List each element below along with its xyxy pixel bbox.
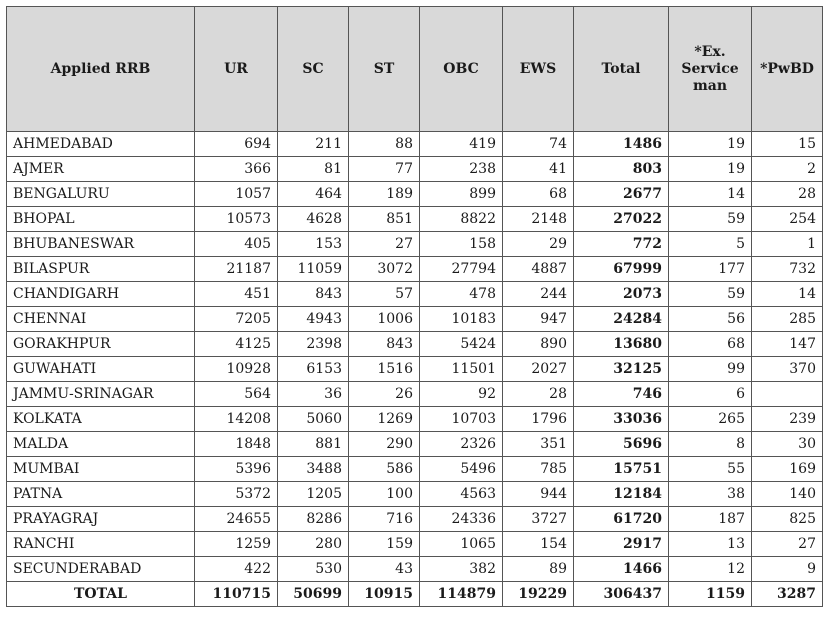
value-cell: 890 — [503, 332, 574, 357]
value-cell: 6 — [669, 382, 752, 407]
value-cell: 27794 — [420, 257, 503, 282]
value-cell: 947 — [503, 307, 574, 332]
value-cell: 14 — [669, 182, 752, 207]
value-cell: 451 — [195, 282, 278, 307]
value-cell: 2398 — [278, 332, 349, 357]
value-cell: 1269 — [349, 407, 420, 432]
column-header: Applied RRB — [7, 7, 195, 132]
value-cell: 746 — [574, 382, 669, 407]
column-header: *PwBD — [752, 7, 823, 132]
value-cell: 586 — [349, 457, 420, 482]
value-cell: 36 — [278, 382, 349, 407]
value-cell: 1796 — [503, 407, 574, 432]
value-cell: 843 — [349, 332, 420, 357]
value-cell: 3488 — [278, 457, 349, 482]
value-cell: 10573 — [195, 207, 278, 232]
value-cell: 59 — [669, 207, 752, 232]
value-cell: 2326 — [420, 432, 503, 457]
value-cell: 4628 — [278, 207, 349, 232]
rrb-name-cell: JAMMU-SRINAGAR — [7, 382, 195, 407]
value-cell: 2677 — [574, 182, 669, 207]
value-cell: 5060 — [278, 407, 349, 432]
value-cell: 13 — [669, 532, 752, 557]
value-cell: 68 — [503, 182, 574, 207]
value-cell: 285 — [752, 307, 823, 332]
table-row — [7, 257, 823, 282]
total-value-cell: 19229 — [503, 582, 574, 607]
value-cell: 825 — [752, 507, 823, 532]
table-row — [7, 432, 823, 457]
value-cell: 187 — [669, 507, 752, 532]
table-row — [7, 507, 823, 532]
total-value-cell: 306437 — [574, 582, 669, 607]
value-cell: 32125 — [574, 357, 669, 382]
table-row — [7, 207, 823, 232]
table-row — [7, 407, 823, 432]
table-row — [7, 382, 823, 407]
total-value-cell: 1159 — [669, 582, 752, 607]
table-row — [7, 532, 823, 557]
value-cell: 464 — [278, 182, 349, 207]
column-header: Total — [574, 7, 669, 132]
rrb-name-cell: BHOPAL — [7, 207, 195, 232]
rrb-name-cell: PRAYAGRAJ — [7, 507, 195, 532]
value-cell: 422 — [195, 557, 278, 582]
total-value-cell: 110715 — [195, 582, 278, 607]
value-cell: 2917 — [574, 532, 669, 557]
value-cell: 74 — [503, 132, 574, 157]
value-cell: 4887 — [503, 257, 574, 282]
value-cell: 24284 — [574, 307, 669, 332]
value-cell: 88 — [349, 132, 420, 157]
value-cell: 26 — [349, 382, 420, 407]
value-cell — [752, 382, 823, 407]
total-value-cell: 114879 — [420, 582, 503, 607]
value-cell: 13680 — [574, 332, 669, 357]
value-cell: 1057 — [195, 182, 278, 207]
rrb-name-cell: BHUBANESWAR — [7, 232, 195, 257]
rrb-name-cell: BILASPUR — [7, 257, 195, 282]
value-cell: 239 — [752, 407, 823, 432]
value-cell: 56 — [669, 307, 752, 332]
value-cell: 169 — [752, 457, 823, 482]
value-cell: 351 — [503, 432, 574, 457]
value-cell: 27 — [752, 532, 823, 557]
rrb-name-cell: SECUNDERABAD — [7, 557, 195, 582]
value-cell: 147 — [752, 332, 823, 357]
value-cell: 8822 — [420, 207, 503, 232]
value-cell: 564 — [195, 382, 278, 407]
total-value-cell: 10915 — [349, 582, 420, 607]
value-cell: 366 — [195, 157, 278, 182]
value-cell: 7205 — [195, 307, 278, 332]
table-row — [7, 457, 823, 482]
value-cell: 41 — [503, 157, 574, 182]
value-cell: 177 — [669, 257, 752, 282]
value-cell: 5696 — [574, 432, 669, 457]
value-cell: 3072 — [349, 257, 420, 282]
value-cell: 2148 — [503, 207, 574, 232]
table-row — [7, 232, 823, 257]
value-cell: 11501 — [420, 357, 503, 382]
value-cell: 4125 — [195, 332, 278, 357]
rrb-name-cell: RANCHI — [7, 532, 195, 557]
value-cell: 1516 — [349, 357, 420, 382]
value-cell: 1065 — [420, 532, 503, 557]
rrb-name-cell: MUMBAI — [7, 457, 195, 482]
table-row — [7, 557, 823, 582]
value-cell: 254 — [752, 207, 823, 232]
value-cell: 154 — [503, 532, 574, 557]
value-cell: 944 — [503, 482, 574, 507]
value-cell: 772 — [574, 232, 669, 257]
value-cell: 2073 — [574, 282, 669, 307]
value-cell: 803 — [574, 157, 669, 182]
value-cell: 67999 — [574, 257, 669, 282]
value-cell: 15 — [752, 132, 823, 157]
value-cell: 27022 — [574, 207, 669, 232]
value-cell: 14208 — [195, 407, 278, 432]
value-cell: 1205 — [278, 482, 349, 507]
value-cell: 1486 — [574, 132, 669, 157]
value-cell: 211 — [278, 132, 349, 157]
rrb-name-cell: CHANDIGARH — [7, 282, 195, 307]
value-cell: 370 — [752, 357, 823, 382]
value-cell: 24655 — [195, 507, 278, 532]
value-cell: 899 — [420, 182, 503, 207]
value-cell: 189 — [349, 182, 420, 207]
rrb-name-cell: KOLKATA — [7, 407, 195, 432]
value-cell: 27 — [349, 232, 420, 257]
value-cell: 158 — [420, 232, 503, 257]
rrb-name-cell: MALDA — [7, 432, 195, 457]
value-cell: 5372 — [195, 482, 278, 507]
column-header: ST — [349, 7, 420, 132]
value-cell: 55 — [669, 457, 752, 482]
value-cell: 19 — [669, 132, 752, 157]
value-cell: 5396 — [195, 457, 278, 482]
value-cell: 43 — [349, 557, 420, 582]
value-cell: 843 — [278, 282, 349, 307]
value-cell: 716 — [349, 507, 420, 532]
value-cell: 265 — [669, 407, 752, 432]
value-cell: 419 — [420, 132, 503, 157]
table-row — [7, 332, 823, 357]
value-cell: 2027 — [503, 357, 574, 382]
value-cell: 59 — [669, 282, 752, 307]
value-cell: 290 — [349, 432, 420, 457]
header-row — [7, 7, 823, 132]
value-cell: 1466 — [574, 557, 669, 582]
value-cell: 28 — [752, 182, 823, 207]
value-cell: 732 — [752, 257, 823, 282]
total-label-cell: TOTAL — [7, 582, 195, 607]
value-cell: 530 — [278, 557, 349, 582]
total-row — [7, 582, 823, 607]
rrb-name-cell: CHENNAI — [7, 307, 195, 332]
value-cell: 851 — [349, 207, 420, 232]
table-row — [7, 157, 823, 182]
value-cell: 33036 — [574, 407, 669, 432]
rrb-name-cell: AJMER — [7, 157, 195, 182]
value-cell: 81 — [278, 157, 349, 182]
value-cell: 6153 — [278, 357, 349, 382]
rrb-name-cell: GUWAHATI — [7, 357, 195, 382]
value-cell: 28 — [503, 382, 574, 407]
value-cell: 21187 — [195, 257, 278, 282]
value-cell: 1848 — [195, 432, 278, 457]
rrb-name-cell: AHMEDABAD — [7, 132, 195, 157]
value-cell: 405 — [195, 232, 278, 257]
value-cell: 92 — [420, 382, 503, 407]
value-cell: 140 — [752, 482, 823, 507]
table-row — [7, 482, 823, 507]
column-header: OBC — [420, 7, 503, 132]
column-header: EWS — [503, 7, 574, 132]
value-cell: 881 — [278, 432, 349, 457]
value-cell: 10703 — [420, 407, 503, 432]
value-cell: 478 — [420, 282, 503, 307]
value-cell: 29 — [503, 232, 574, 257]
column-header: *Ex. Service man — [669, 7, 752, 132]
column-header: SC — [278, 7, 349, 132]
value-cell: 1006 — [349, 307, 420, 332]
table-row — [7, 307, 823, 332]
value-cell: 3727 — [503, 507, 574, 532]
value-cell: 89 — [503, 557, 574, 582]
total-value-cell: 50699 — [278, 582, 349, 607]
rrb-name-cell: BENGALURU — [7, 182, 195, 207]
table-container — [6, 6, 823, 607]
rrb-name-cell: GORAKHPUR — [7, 332, 195, 357]
table-row — [7, 132, 823, 157]
value-cell: 280 — [278, 532, 349, 557]
column-header: UR — [195, 7, 278, 132]
value-cell: 10928 — [195, 357, 278, 382]
rrb-vacancy-table — [6, 6, 823, 607]
value-cell: 5 — [669, 232, 752, 257]
table-body — [7, 132, 823, 607]
value-cell: 15751 — [574, 457, 669, 482]
value-cell: 10183 — [420, 307, 503, 332]
value-cell: 785 — [503, 457, 574, 482]
value-cell: 1259 — [195, 532, 278, 557]
value-cell: 4943 — [278, 307, 349, 332]
value-cell: 12184 — [574, 482, 669, 507]
value-cell: 5424 — [420, 332, 503, 357]
value-cell: 77 — [349, 157, 420, 182]
rrb-name-cell: PATNA — [7, 482, 195, 507]
value-cell: 19 — [669, 157, 752, 182]
value-cell: 8286 — [278, 507, 349, 532]
value-cell: 61720 — [574, 507, 669, 532]
table-row — [7, 357, 823, 382]
value-cell: 11059 — [278, 257, 349, 282]
value-cell: 24336 — [420, 507, 503, 532]
value-cell: 153 — [278, 232, 349, 257]
value-cell: 99 — [669, 357, 752, 382]
value-cell: 8 — [669, 432, 752, 457]
value-cell: 4563 — [420, 482, 503, 507]
table-row — [7, 182, 823, 207]
total-value-cell: 3287 — [752, 582, 823, 607]
value-cell: 9 — [752, 557, 823, 582]
value-cell: 12 — [669, 557, 752, 582]
value-cell: 244 — [503, 282, 574, 307]
value-cell: 14 — [752, 282, 823, 307]
value-cell: 1 — [752, 232, 823, 257]
value-cell: 238 — [420, 157, 503, 182]
value-cell: 68 — [669, 332, 752, 357]
value-cell: 2 — [752, 157, 823, 182]
value-cell: 57 — [349, 282, 420, 307]
table-row — [7, 282, 823, 307]
value-cell: 382 — [420, 557, 503, 582]
value-cell: 159 — [349, 532, 420, 557]
value-cell: 5496 — [420, 457, 503, 482]
value-cell: 38 — [669, 482, 752, 507]
value-cell: 694 — [195, 132, 278, 157]
value-cell: 30 — [752, 432, 823, 457]
value-cell: 100 — [349, 482, 420, 507]
